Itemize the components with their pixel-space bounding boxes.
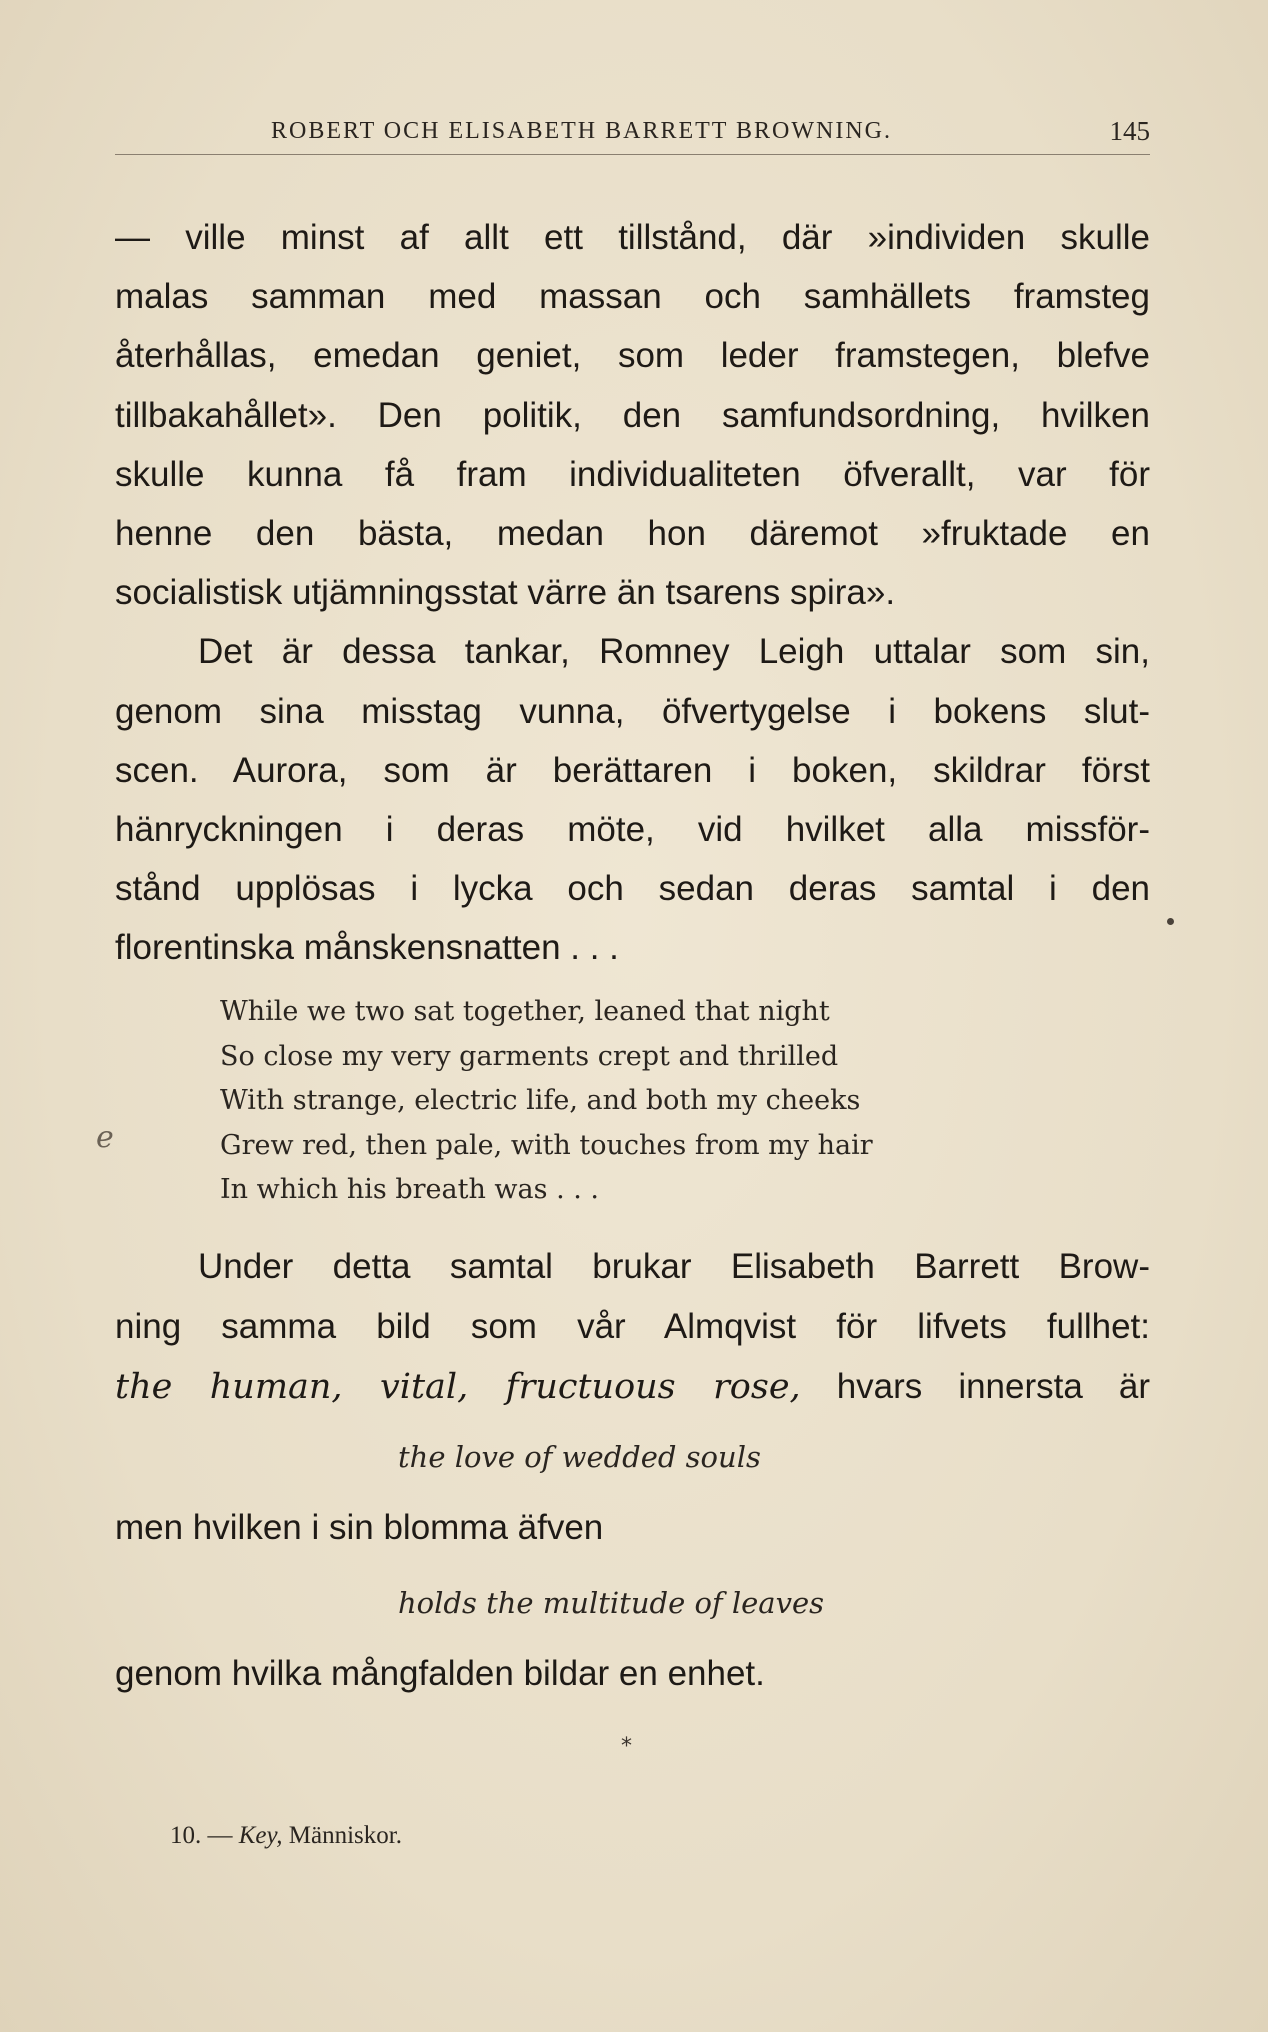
text-line: Under detta samtal brukar Elisabeth Barrett Brow-	[198, 1247, 1150, 1286]
text-line: florentinska månskensnatten . . .	[115, 928, 619, 968]
page-header	[115, 114, 1150, 155]
signature-title: Människor.	[282, 1822, 402, 1849]
text-line: genom hvilka mångfalden bildar en enhet.	[115, 1654, 765, 1693]
poem-line: In which his breath was . . .	[220, 1174, 599, 1205]
text-line: socialistisk utjämningsstat värre än tsarens spira».	[115, 573, 896, 613]
margin-dot	[1167, 918, 1174, 925]
text-line: henne den bästa, medan hon däremot »fruktade en	[115, 513, 1150, 553]
paragraph-2	[115, 1237, 1150, 1417]
poem-quotation	[220, 990, 873, 1213]
poem-line: While we two sat together, leaned that night	[220, 996, 830, 1027]
page-number: 145	[1109, 116, 1150, 146]
text-line: men hvilken i sin blomma äfven	[115, 1508, 604, 1547]
poem-line: With strange, electric life, and both my cheeks	[220, 1085, 861, 1116]
text-line: Det är dessa tankar, Romney Leigh uttalar som sin,	[198, 632, 1150, 672]
inline-quote: the love of wedded souls	[398, 1440, 761, 1474]
text-line: stånd upplösas i lycka och sedan deras samtal i den	[115, 869, 1150, 909]
text-line: hänryckningen i deras möte, vid hvilket alla missför-	[115, 809, 1150, 849]
text-fragment: hvars innersta är	[800, 1367, 1150, 1406]
printer-signature	[170, 1822, 402, 1850]
signature-dash: —	[201, 1822, 239, 1849]
text-line: malas samman med massan och samhällets framsteg	[115, 277, 1150, 317]
text-line: tillbakahållet». Den politik, den samfundsordning, hvilken	[115, 395, 1150, 435]
paragraph-1	[115, 208, 1150, 977]
text-line	[115, 1357, 1150, 1417]
text-line: ning samma bild som vår Almqvist för lifvets fullhet:	[115, 1307, 1150, 1346]
text-line: genom sina misstag vunna, öfvertygelse i bokens slut-	[115, 691, 1150, 731]
inline-quote: holds the multitude of leaves	[398, 1586, 825, 1620]
text-line: scen. Aurora, som är berättaren i boken, skildrar först	[115, 750, 1150, 790]
handwritten-margin-mark: e	[96, 1120, 114, 1155]
running-head: ROBERT OCH ELISABETH BARRETT BROWNING.	[271, 118, 893, 144]
section-asterisk: *	[621, 1734, 632, 1759]
poem-line: So close my very garments crept and thrilled	[220, 1040, 839, 1072]
text-line: skulle kunna få fram individualiteten öfverallt, var för	[115, 454, 1150, 494]
italic-phrase: the human, vital, fructuous rose,	[115, 1367, 801, 1407]
signature-author: Key,	[238, 1822, 283, 1849]
text-line: återhållas, emedan geniet, som leder framstegen, blefve	[115, 336, 1150, 376]
poem-line: Grew red, then pale, with touches from my hair	[220, 1129, 873, 1161]
signature-number: 10.	[170, 1822, 202, 1849]
text-line: — ville minst af allt ett tillstånd, där »individen skulle	[115, 218, 1150, 257]
